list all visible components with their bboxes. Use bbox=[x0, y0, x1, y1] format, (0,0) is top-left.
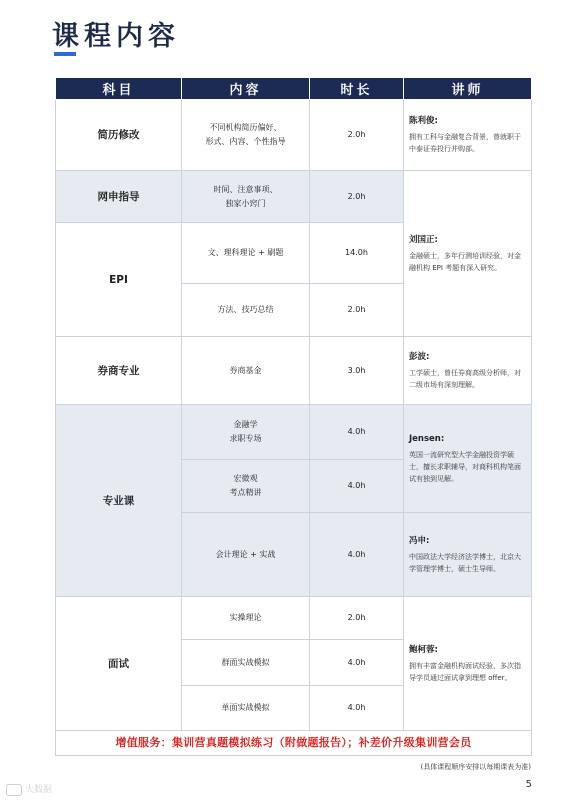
content-line: 不同机构简历偏好、 bbox=[209, 123, 282, 132]
header-content: 内容 bbox=[182, 78, 310, 100]
page-title: 课程内容 bbox=[52, 21, 180, 52]
watermark-text: 大数据 bbox=[25, 785, 53, 795]
teacher-desc: 英国一流研究型大学金融投资学硕士，擅长求职辅导，对商科机构笔面试有独到见解。 bbox=[409, 450, 521, 483]
content-cell: 会计理论 + 实战 bbox=[182, 513, 310, 597]
header-duration: 时长 bbox=[310, 78, 404, 100]
content-cell bbox=[182, 171, 310, 223]
teacher-name: 刘国正: bbox=[409, 234, 438, 245]
teacher-cell bbox=[404, 100, 532, 171]
table-row bbox=[56, 100, 532, 171]
duration-cell: 2.0h bbox=[310, 100, 404, 171]
content-cell bbox=[182, 460, 310, 513]
header-teacher: 讲师 bbox=[404, 78, 532, 100]
content-cell: 文、理科理论 + 刷题 bbox=[182, 223, 310, 284]
subject-cell: 专业课 bbox=[56, 405, 182, 597]
course-table bbox=[55, 77, 532, 756]
duration-cell: 2.0h bbox=[310, 171, 404, 223]
content-line: 宏微观 bbox=[233, 474, 258, 483]
subject-cell: 券商专业 bbox=[56, 337, 182, 405]
teacher-cell bbox=[404, 405, 532, 513]
duration-cell: 2.0h bbox=[310, 284, 404, 337]
teacher-desc: 中国政法大学经济法学博士，北京大学管理学博士，硕士生导师。 bbox=[409, 552, 521, 573]
content-cell: 方法、技巧总结 bbox=[182, 284, 310, 337]
teacher-cell bbox=[404, 171, 532, 337]
teacher-desc: 工学硕士，曾任券商高级分析师，对二级市场有深刻理解。 bbox=[409, 368, 521, 389]
duration-cell: 2.0h bbox=[310, 597, 404, 640]
content-line: 金融学 bbox=[233, 420, 258, 429]
teacher-desc: 拥有工科与金融复合背景，曾就职于中泰证券投行并购部。 bbox=[409, 133, 521, 153]
content-cell: 群面实战模拟 bbox=[182, 640, 310, 686]
teacher-name: 鲍柯蓉: bbox=[409, 644, 438, 655]
content-cell: 单面实战模拟 bbox=[182, 686, 310, 731]
content-line: 求职专场 bbox=[229, 434, 262, 443]
content-cell bbox=[182, 405, 310, 460]
table-header-row bbox=[56, 78, 532, 100]
page-number: 5 bbox=[525, 779, 532, 790]
subject-cell: 简历修改 bbox=[56, 100, 182, 171]
content-line: 独家小窍门 bbox=[225, 198, 266, 208]
value-added-row bbox=[56, 731, 532, 756]
footnote: (具体课程顺序安排以每期课表为准) bbox=[420, 763, 531, 771]
teacher-name: 彭波: bbox=[409, 351, 430, 362]
content-cell: 实操理论 bbox=[182, 597, 310, 640]
subject-cell: 网申指导 bbox=[56, 171, 182, 223]
teacher-name: 陈利俊: bbox=[409, 116, 438, 126]
duration-cell: 4.0h bbox=[310, 460, 404, 513]
table-row bbox=[56, 405, 532, 460]
teacher-desc: 金融硕士，多年行测培训经验，对金融机构 EPI 考题有深入研究。 bbox=[409, 251, 521, 272]
content-line: 时间、注意事项、 bbox=[213, 184, 278, 194]
teacher-cell bbox=[404, 513, 532, 597]
duration-cell: 3.0h bbox=[310, 337, 404, 405]
teacher-cell bbox=[404, 597, 532, 731]
duration-cell: 14.0h bbox=[310, 223, 404, 284]
teacher-cell bbox=[404, 337, 532, 405]
content-line: 形式、内容、个性指导 bbox=[205, 137, 286, 146]
teacher-name: Jensen: bbox=[409, 433, 445, 444]
duration-cell: 4.0h bbox=[310, 513, 404, 597]
watermark-logo-icon bbox=[6, 784, 22, 796]
table-row bbox=[56, 337, 532, 405]
value-added-text: 增值服务：集训营真题模拟练习（附做题报告）；补差价升级集训营会员 bbox=[56, 731, 532, 756]
table-row bbox=[56, 171, 532, 223]
teacher-desc: 拥有丰富金融机构面试经验，多次指导学员通过面试拿到理想 offer。 bbox=[409, 661, 521, 682]
content-cell: 券商基金 bbox=[182, 337, 310, 405]
teacher-name: 冯申: bbox=[409, 535, 430, 546]
header-subject: 科目 bbox=[56, 78, 182, 100]
duration-cell: 4.0h bbox=[310, 640, 404, 686]
subject-cell: 面试 bbox=[56, 597, 182, 731]
content-cell bbox=[182, 100, 310, 171]
title-accent-bar bbox=[54, 52, 76, 56]
duration-cell: 4.0h bbox=[310, 405, 404, 460]
watermark bbox=[6, 782, 52, 796]
subject-cell: EPI bbox=[56, 223, 182, 337]
duration-cell: 4.0h bbox=[310, 686, 404, 731]
table-row bbox=[56, 597, 532, 640]
content-line: 考点精讲 bbox=[229, 488, 262, 497]
